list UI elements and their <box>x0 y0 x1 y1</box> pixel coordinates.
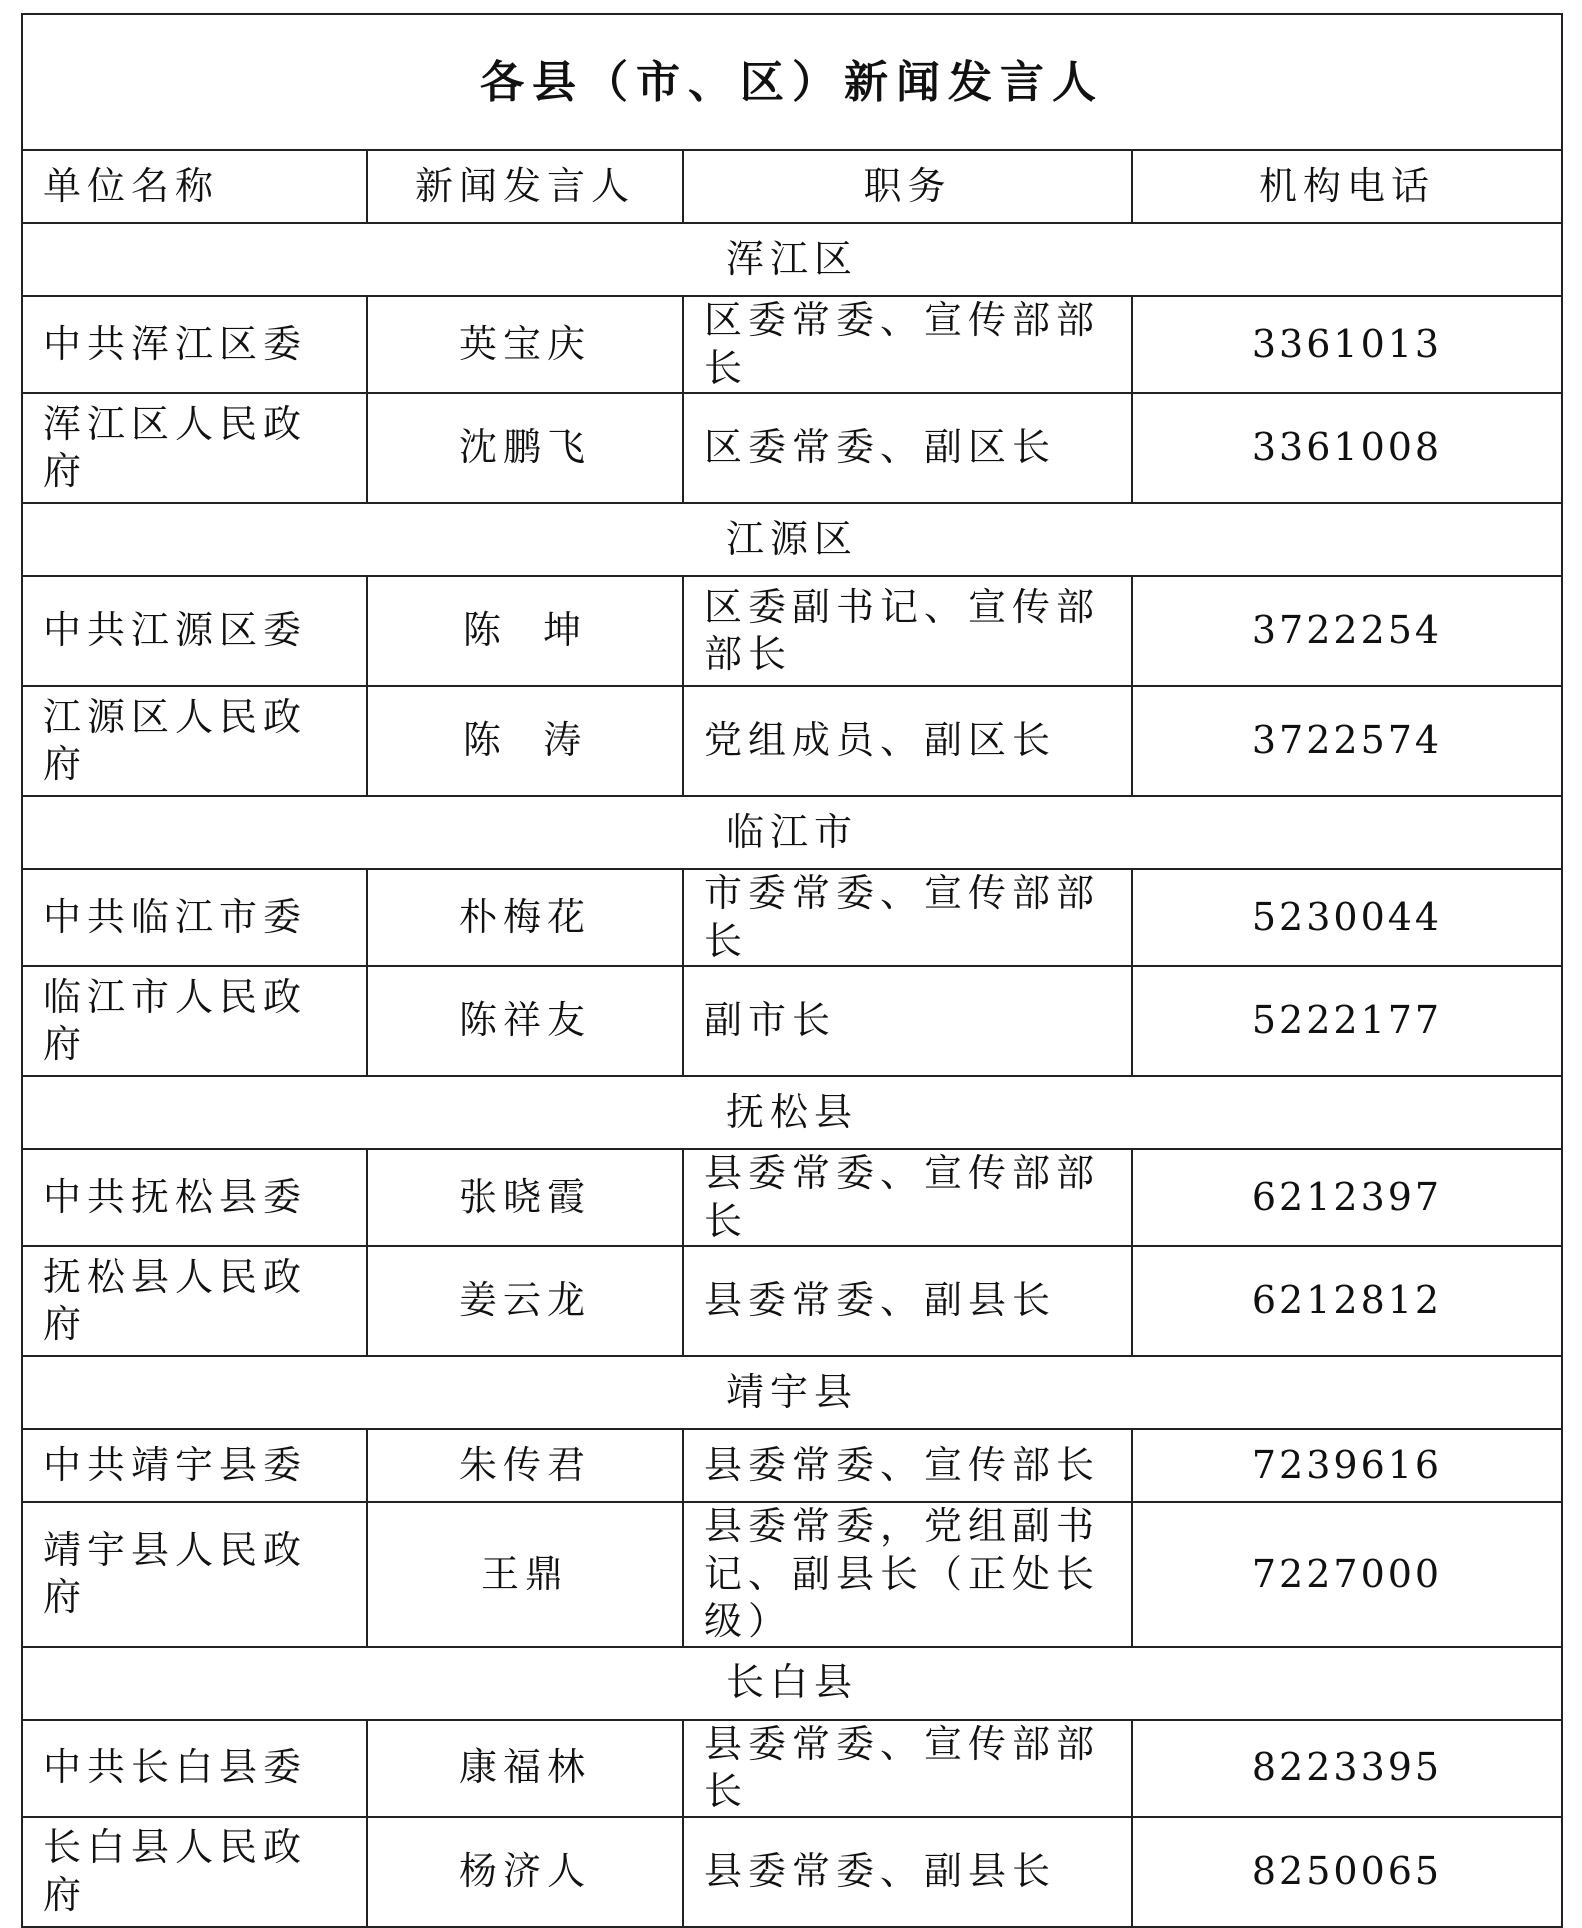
header-spokesperson: 新闻发言人 <box>367 150 683 223</box>
spokesperson-table <box>21 13 1563 1928</box>
duty-cell: 区委常委、宣传部部长 <box>683 296 1132 393</box>
spokesperson-cell: 陈祥友 <box>367 966 683 1076</box>
group-name: 浑江区 <box>22 223 1562 296</box>
header-row <box>22 150 1562 223</box>
header-duty: 职务 <box>683 150 1132 223</box>
duty-cell: 县委常委、宣传部部长 <box>683 1149 1132 1246</box>
tel-cell: 7227000 <box>1132 1502 1562 1647</box>
spokesperson-cell: 姜云龙 <box>367 1246 683 1356</box>
table-title: 各县（市、区）新闻发言人 <box>22 14 1562 150</box>
tel-cell: 3722254 <box>1132 576 1562 686</box>
spokesperson-cell: 王鼎 <box>367 1502 683 1647</box>
spokesperson-cell: 陈 涛 <box>367 686 683 796</box>
tel-cell: 6212812 <box>1132 1246 1562 1356</box>
duty-cell: 区委常委、副区长 <box>683 393 1132 503</box>
group-row <box>22 1356 1562 1429</box>
spokesperson-cell: 沈鹏飞 <box>367 393 683 503</box>
duty-cell: 县委常委，党组副书记、副县长（正处长级） <box>683 1502 1132 1647</box>
table-row <box>22 966 1562 1076</box>
tel-cell: 8250065 <box>1132 1817 1562 1927</box>
unit-cell: 中共靖宇县委 <box>22 1429 367 1502</box>
table-row <box>22 686 1562 796</box>
duty-cell: 市委常委、宣传部部长 <box>683 869 1132 966</box>
unit-cell: 中共浑江区委 <box>22 296 367 393</box>
tel-cell: 3361013 <box>1132 296 1562 393</box>
table-row <box>22 1817 1562 1927</box>
unit-cell: 靖宇县人民政府 <box>22 1502 367 1647</box>
group-row <box>22 223 1562 296</box>
spokesperson-cell: 陈 坤 <box>367 576 683 686</box>
table-row <box>22 1502 1562 1647</box>
table-row <box>22 1720 1562 1817</box>
unit-cell: 临江市人民政府 <box>22 966 367 1076</box>
spokesperson-cell: 朱传君 <box>367 1429 683 1502</box>
table-row <box>22 1429 1562 1502</box>
duty-cell: 区委副书记、宣传部部长 <box>683 576 1132 686</box>
table-row <box>22 393 1562 503</box>
group-row <box>22 503 1562 576</box>
tel-cell: 7239616 <box>1132 1429 1562 1502</box>
duty-cell: 县委常委、宣传部长 <box>683 1429 1132 1502</box>
header-unit: 单位名称 <box>22 150 367 223</box>
table-row <box>22 576 1562 686</box>
spokesperson-sheet <box>21 13 1561 1928</box>
group-name: 抚松县 <box>22 1076 1562 1149</box>
table-row <box>22 1149 1562 1246</box>
tel-cell: 8223395 <box>1132 1720 1562 1817</box>
tel-cell: 6212397 <box>1132 1149 1562 1246</box>
tel-cell: 5230044 <box>1132 869 1562 966</box>
title-row <box>22 14 1562 150</box>
table-row <box>22 1246 1562 1356</box>
duty-cell: 县委常委、宣传部部长 <box>683 1720 1132 1817</box>
table-row <box>22 296 1562 393</box>
spokesperson-cell: 康福林 <box>367 1720 683 1817</box>
unit-cell: 抚松县人民政府 <box>22 1246 367 1356</box>
group-name: 靖宇县 <box>22 1356 1562 1429</box>
duty-cell: 县委常委、副县长 <box>683 1817 1132 1927</box>
group-row <box>22 1076 1562 1149</box>
unit-cell: 中共抚松县委 <box>22 1149 367 1246</box>
group-row <box>22 1647 1562 1720</box>
header-tel: 机构电话 <box>1132 150 1562 223</box>
unit-cell: 中共江源区委 <box>22 576 367 686</box>
duty-cell: 党组成员、副区长 <box>683 686 1132 796</box>
unit-cell: 中共临江市委 <box>22 869 367 966</box>
tel-cell: 3361008 <box>1132 393 1562 503</box>
duty-cell: 县委常委、副县长 <box>683 1246 1132 1356</box>
spokesperson-cell: 朴梅花 <box>367 869 683 966</box>
unit-cell: 江源区人民政府 <box>22 686 367 796</box>
tel-cell: 5222177 <box>1132 966 1562 1076</box>
group-row <box>22 796 1562 869</box>
unit-cell: 中共长白县委 <box>22 1720 367 1817</box>
spokesperson-cell: 英宝庆 <box>367 296 683 393</box>
spokesperson-cell: 张晓霞 <box>367 1149 683 1246</box>
spokesperson-cell: 杨济人 <box>367 1817 683 1927</box>
tel-cell: 3722574 <box>1132 686 1562 796</box>
group-name: 临江市 <box>22 796 1562 869</box>
group-name: 江源区 <box>22 503 1562 576</box>
unit-cell: 长白县人民政府 <box>22 1817 367 1927</box>
group-name: 长白县 <box>22 1647 1562 1720</box>
unit-cell: 浑江区人民政府 <box>22 393 367 503</box>
duty-cell: 副市长 <box>683 966 1132 1076</box>
table-row <box>22 869 1562 966</box>
